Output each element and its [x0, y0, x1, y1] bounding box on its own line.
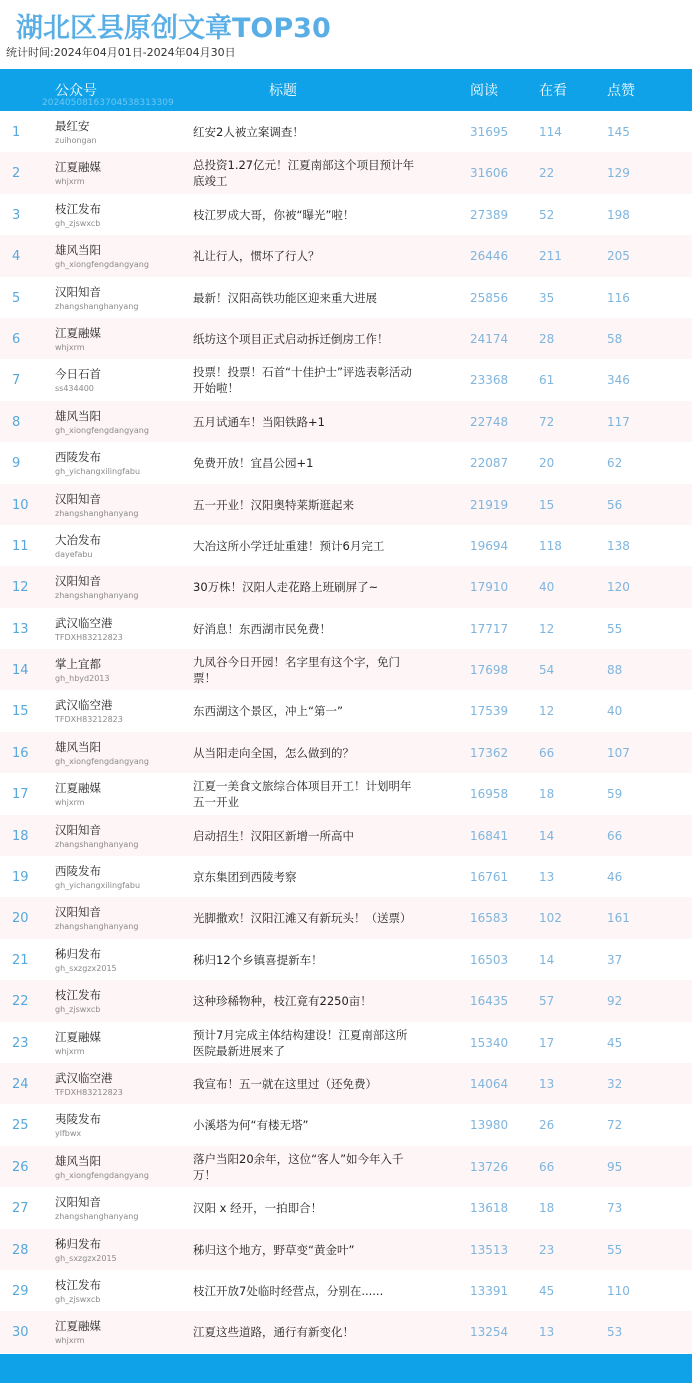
- article-title[interactable]: 枝江罗成大哥，你被“曝光”啦！: [193, 207, 355, 222]
- account-name: 汉阳知音: [55, 284, 101, 299]
- view-count: 72: [539, 414, 555, 429]
- account-name: 雄风当阳: [55, 1153, 101, 1168]
- account-name: 江夏融媒: [55, 325, 101, 340]
- table-row: [0, 1187, 692, 1228]
- like-count: 145: [607, 125, 630, 139]
- rank-number: 11: [12, 538, 29, 554]
- article-title[interactable]: 五一开业！汉阳奥特莱斯逛起来: [193, 497, 354, 512]
- account-id: zhangshanghanyang: [55, 301, 139, 311]
- account-id: TFDXH83212823: [55, 1087, 123, 1097]
- table-row: [0, 649, 692, 690]
- rank-number: 30: [12, 1325, 29, 1341]
- page-title: 湖北区县原创文章TOP30: [16, 13, 331, 44]
- read-count: 16841: [470, 828, 509, 843]
- view-count: 45: [539, 1283, 555, 1298]
- account-id: zhangshanghanyang: [55, 839, 139, 849]
- account-name: 汉阳知音: [55, 491, 101, 506]
- article-title[interactable]: 总投资1.27亿元！江夏南部这个项目预计年底竣工: [193, 158, 415, 189]
- table-row: [0, 815, 692, 856]
- account-name: 武汉临空港: [55, 615, 113, 630]
- account-name: 西陵发布: [55, 864, 101, 879]
- rank-number: 23: [12, 1035, 29, 1051]
- view-count: 20: [539, 456, 555, 471]
- account-id: zuihongan: [55, 136, 97, 145]
- table-row: [0, 939, 692, 980]
- view-count: 66: [539, 745, 555, 760]
- like-count: 37: [607, 952, 623, 967]
- like-count: 116: [607, 290, 630, 305]
- account-id: zhangshanghanyang: [55, 922, 139, 932]
- table-row: [0, 1104, 692, 1145]
- view-count: 28: [539, 331, 555, 346]
- like-count: 72: [607, 1118, 623, 1133]
- like-count: 198: [607, 207, 630, 222]
- account-name: 最红安: [55, 119, 90, 133]
- rank-number: 12: [12, 580, 29, 596]
- table-body: [0, 111, 692, 1353]
- like-count: 66: [607, 828, 623, 843]
- view-count: 52: [539, 207, 555, 222]
- account-id: gh_zjswxcb: [55, 1005, 101, 1015]
- table-row: [0, 1311, 692, 1352]
- read-count: 22087: [470, 456, 509, 471]
- read-count: 24174: [470, 331, 509, 346]
- article-title[interactable]: 30万株！汉阳人走花路上班刷屏了~: [193, 580, 379, 595]
- account-name: 秭归发布: [55, 946, 101, 961]
- account-id: gh_zjswxcb: [55, 1294, 101, 1304]
- account-id: dayefabu: [55, 549, 93, 559]
- account-id: zhangshanghanyang: [55, 1212, 139, 1222]
- table-row: [0, 1022, 692, 1063]
- view-count: 17: [539, 1035, 555, 1050]
- read-count: 14064: [470, 1076, 509, 1091]
- view-count: 35: [539, 290, 555, 305]
- view-count: 54: [539, 663, 555, 678]
- account-name: 西陵发布: [55, 450, 101, 465]
- account-id: whjxrm: [55, 177, 85, 187]
- read-count: 13726: [470, 1159, 509, 1174]
- rank-number: 22: [12, 994, 29, 1010]
- article-title[interactable]: 最新！汉阳高铁功能区迎来重大进展: [193, 290, 377, 305]
- account-id: TFDXH83212823: [55, 632, 123, 642]
- read-count: 16503: [470, 952, 509, 967]
- article-title[interactable]: 光脚撒欢！汉阳江滩又有新玩头！（送票）: [193, 911, 412, 926]
- view-count: 61: [539, 373, 555, 388]
- like-count: 110: [607, 1283, 630, 1298]
- table-row: [0, 525, 692, 566]
- read-count: 15340: [470, 1035, 509, 1050]
- rank-number: 10: [12, 497, 29, 513]
- table-row: [0, 277, 692, 318]
- table-row: [0, 484, 692, 525]
- rank-number: 24: [12, 1076, 29, 1092]
- like-count: 117: [607, 414, 630, 429]
- account-id: gh_sxzgzx2015: [55, 1253, 117, 1263]
- article-title[interactable]: 投票！投票！石首“十佳护士”评选表彰活动开始啦！: [193, 365, 412, 396]
- rank-number: 7: [12, 373, 21, 389]
- article-title[interactable]: 汉阳 x 经开，一拍即合！: [193, 1201, 323, 1216]
- like-count: 138: [607, 538, 630, 553]
- view-count: 66: [539, 1159, 555, 1174]
- view-count: 22: [539, 166, 555, 181]
- like-count: 59: [607, 787, 623, 802]
- account-id: whjxrm: [55, 798, 85, 808]
- like-count: 88: [607, 663, 623, 678]
- table-row: [0, 235, 692, 276]
- view-count: 18: [539, 1201, 555, 1216]
- article-title[interactable]: 秭归12个乡镇喜提新车！: [193, 952, 323, 967]
- rank-number: 5: [12, 290, 21, 306]
- table-row: [0, 732, 692, 773]
- article-title[interactable]: 预计7月完成主体结构建设！江夏南部这所医院最新进展来了: [193, 1027, 408, 1058]
- rank-number: 16: [12, 745, 29, 761]
- account-name: 汉阳知音: [55, 822, 101, 837]
- read-count: 19694: [470, 538, 509, 553]
- article-title[interactable]: 五月试通车！当阳铁路+1: [193, 414, 325, 429]
- account-name: 江夏融媒: [55, 160, 101, 175]
- account-name: 汉阳知音: [55, 1195, 101, 1210]
- header-reads: 阅读: [470, 83, 498, 99]
- rank-number: 19: [12, 870, 29, 886]
- like-count: 346: [607, 373, 630, 388]
- article-title[interactable]: 小溪塔为何“有楼无塔”: [193, 1118, 309, 1133]
- article-title[interactable]: 好消息！东西湖市民免费！: [193, 621, 331, 636]
- view-count: 15: [539, 497, 555, 512]
- like-count: 95: [607, 1159, 623, 1174]
- like-count: 107: [607, 745, 630, 760]
- article-title[interactable]: 枝江开放7处临时经营点，分别在......: [193, 1283, 384, 1298]
- footer-bar: [0, 1354, 692, 1383]
- article-title[interactable]: 从当阳走向全国，怎么做到的？: [193, 745, 354, 760]
- like-count: 40: [607, 704, 623, 719]
- like-count: 32: [607, 1076, 623, 1091]
- like-count: 55: [607, 1242, 623, 1257]
- account-name: 汉阳知音: [55, 574, 101, 589]
- account-id: gh_xiongfengdangyang: [55, 425, 149, 435]
- account-name: 枝江发布: [55, 988, 101, 1003]
- view-count: 18: [539, 787, 555, 802]
- read-count: 21919: [470, 497, 509, 512]
- view-count: 12: [539, 704, 555, 719]
- account-name: 雄风当阳: [55, 408, 101, 423]
- rank-number: 15: [12, 704, 29, 720]
- like-count: 53: [607, 1325, 623, 1340]
- table-row: [0, 442, 692, 483]
- read-count: 27389: [470, 207, 509, 222]
- account-name: 今日石首: [55, 367, 101, 382]
- account-id: whjxrm: [55, 1336, 85, 1346]
- account-id: gh_yichangxilingfabu: [55, 881, 141, 891]
- rank-number: 4: [12, 249, 21, 265]
- read-count: 22748: [470, 414, 509, 429]
- read-count: 31695: [470, 125, 509, 139]
- account-id: gh_yichangxilingfabu: [55, 467, 141, 477]
- table-row: [0, 318, 692, 359]
- article-title[interactable]: 江夏一美食文旅综合体项目开工！计划明年五一开业: [193, 779, 412, 810]
- account-name: 枝江发布: [55, 201, 101, 216]
- table-header: [0, 69, 692, 111]
- table-row: [0, 111, 692, 152]
- account-id: TFDXH83212823: [55, 715, 123, 725]
- account-id: ylfbwx: [55, 1129, 82, 1139]
- date-range: 统计时间:2024年04月01日-2024年04月30日: [6, 46, 236, 59]
- view-count: 40: [539, 580, 555, 595]
- account-name: 江夏融媒: [55, 1029, 101, 1044]
- account-name: 枝江发布: [55, 1277, 101, 1292]
- article-title[interactable]: 纸坊这个项目正式启动拆迁倒房工作！: [193, 331, 389, 346]
- account-id: whjxrm: [55, 342, 85, 352]
- read-count: 16958: [470, 787, 509, 802]
- rank-number: 25: [12, 1118, 29, 1134]
- view-count: 14: [539, 828, 555, 843]
- like-count: 62: [607, 456, 623, 471]
- article-title[interactable]: 落户当阳20余年，这位“客人”如今年入千万！: [193, 1151, 404, 1182]
- read-count: 31606: [470, 166, 509, 181]
- read-count: 13513: [470, 1242, 509, 1257]
- account-id: gh_zjswxcb: [55, 218, 101, 228]
- view-count: 114: [539, 125, 562, 139]
- rank-number: 3: [12, 207, 21, 223]
- account-id: zhangshanghanyang: [55, 508, 139, 518]
- article-title[interactable]: 九凤谷今日开园！名字里有这个字，免门票！: [193, 655, 400, 686]
- table-row: [0, 856, 692, 897]
- account-id: whjxrm: [55, 1046, 85, 1056]
- view-count: 13: [539, 870, 555, 885]
- read-count: 16761: [470, 870, 509, 885]
- account-name: 大冶发布: [55, 532, 101, 547]
- account-name: 江夏融媒: [55, 781, 101, 796]
- article-title[interactable]: 我宣布！五一就在这里过（还免费）: [193, 1076, 377, 1091]
- table-row: [0, 773, 692, 814]
- read-count: 17539: [470, 704, 509, 719]
- rank-number: 13: [12, 621, 29, 637]
- account-name: 汉阳知音: [55, 905, 101, 920]
- like-count: 73: [607, 1201, 623, 1216]
- account-id: gh_xiongfengdangyang: [55, 260, 149, 270]
- header-title: 标题: [269, 83, 297, 99]
- read-count: 13618: [470, 1201, 509, 1216]
- read-count: 13254: [470, 1325, 509, 1340]
- read-count: 13391: [470, 1283, 509, 1298]
- like-count: 129: [607, 166, 630, 181]
- read-count: 16583: [470, 911, 509, 926]
- account-id: gh_xiongfengdangyang: [55, 1170, 149, 1180]
- account-name: 夷陵发布: [55, 1112, 101, 1127]
- like-count: 161: [607, 911, 630, 926]
- like-count: 58: [607, 331, 623, 346]
- read-count: 17698: [470, 663, 509, 678]
- rank-number: 1: [12, 125, 21, 140]
- like-count: 120: [607, 580, 630, 595]
- table-row: [0, 1229, 692, 1270]
- rank-number: 14: [12, 663, 29, 679]
- article-title[interactable]: 红安2人被立案调查！: [193, 125, 304, 139]
- article-title[interactable]: 京东集团到西陵考察: [193, 870, 297, 885]
- read-count: 25856: [470, 290, 509, 305]
- rank-number: 28: [12, 1242, 29, 1258]
- article-title[interactable]: 免费开放！宜昌公园+1: [193, 456, 314, 471]
- account-id: gh_hbyd2013: [55, 674, 110, 684]
- view-count: 102: [539, 911, 562, 926]
- rank-number: 27: [12, 1201, 29, 1217]
- like-count: 56: [607, 497, 623, 512]
- view-count: 14: [539, 952, 555, 967]
- view-count: 13: [539, 1076, 555, 1091]
- like-count: 46: [607, 870, 623, 885]
- table-row: [0, 1270, 692, 1311]
- view-count: 23: [539, 1242, 555, 1257]
- rank-number: 9: [12, 456, 21, 472]
- like-count: 92: [607, 994, 623, 1009]
- like-count: 205: [607, 249, 630, 264]
- view-count: 12: [539, 621, 555, 636]
- table-row: [0, 1146, 692, 1187]
- header-likes: 点赞: [607, 83, 635, 99]
- account-id: gh_sxzgzx2015: [55, 963, 117, 973]
- table-row: [0, 897, 692, 938]
- view-count: 57: [539, 994, 555, 1009]
- view-count: 26: [539, 1118, 555, 1133]
- rank-number: 29: [12, 1283, 29, 1299]
- view-count: 211: [539, 249, 562, 264]
- table-row: [0, 1063, 692, 1104]
- account-name: 雄风当阳: [55, 243, 101, 258]
- header-account: 公众号: [55, 83, 97, 99]
- table-row: [0, 152, 692, 193]
- rank-number: 26: [12, 1159, 29, 1175]
- read-count: 17910: [470, 580, 509, 595]
- rank-number: 6: [12, 331, 21, 347]
- account-name: 雄风当阳: [55, 739, 101, 754]
- article-title[interactable]: 这种珍稀物种，枝江竟有2250亩！: [193, 994, 372, 1009]
- header-id: 20240508163704538313309: [42, 98, 174, 108]
- account-id: gh_xiongfengdangyang: [55, 756, 149, 766]
- article-title[interactable]: 江夏这些道路，通行有新变化！: [193, 1325, 354, 1340]
- table-row: [0, 608, 692, 649]
- rank-number: 21: [12, 952, 29, 968]
- read-count: 16435: [470, 994, 509, 1009]
- read-count: 17362: [470, 745, 509, 760]
- header-views: 在看: [539, 83, 567, 99]
- rank-number: 2: [12, 166, 21, 182]
- view-count: 118: [539, 538, 562, 553]
- article-title[interactable]: 礼让行人，惯坏了行人？: [193, 249, 320, 264]
- table-row: [0, 690, 692, 731]
- table-row: [0, 566, 692, 607]
- account-id: ss434400: [55, 384, 94, 394]
- rank-number: 17: [12, 787, 29, 803]
- read-count: 13980: [470, 1118, 509, 1133]
- view-count: 13: [539, 1325, 555, 1340]
- table-row: [0, 359, 692, 400]
- article-title[interactable]: 秭归这个地方，野草变“黄金叶”: [193, 1242, 355, 1257]
- table-row: [0, 401, 692, 442]
- like-count: 45: [607, 1035, 623, 1050]
- article-title[interactable]: 东西湖这个景区，冲上“第一”: [193, 704, 343, 719]
- table-row: [0, 980, 692, 1021]
- account-name: 秭归发布: [55, 1236, 101, 1251]
- rank-number: 8: [12, 414, 21, 430]
- table-row: [0, 194, 692, 235]
- account-name: 武汉临空港: [55, 698, 113, 713]
- account-name: 武汉临空港: [55, 1070, 113, 1085]
- article-title[interactable]: 启动招生！汉阳区新增一所高中: [193, 828, 354, 843]
- read-count: 17717: [470, 621, 509, 636]
- article-title[interactable]: 大冶这所小学迁址重建！预计6月完工: [193, 538, 385, 553]
- account-id: zhangshanghanyang: [55, 591, 139, 601]
- rank-number: 20: [12, 911, 29, 927]
- like-count: 55: [607, 621, 623, 636]
- account-name: 江夏融媒: [55, 1319, 101, 1334]
- read-count: 26446: [470, 249, 509, 264]
- read-count: 23368: [470, 373, 509, 388]
- account-name: 掌上宜都: [55, 657, 101, 672]
- rank-number: 18: [12, 828, 29, 844]
